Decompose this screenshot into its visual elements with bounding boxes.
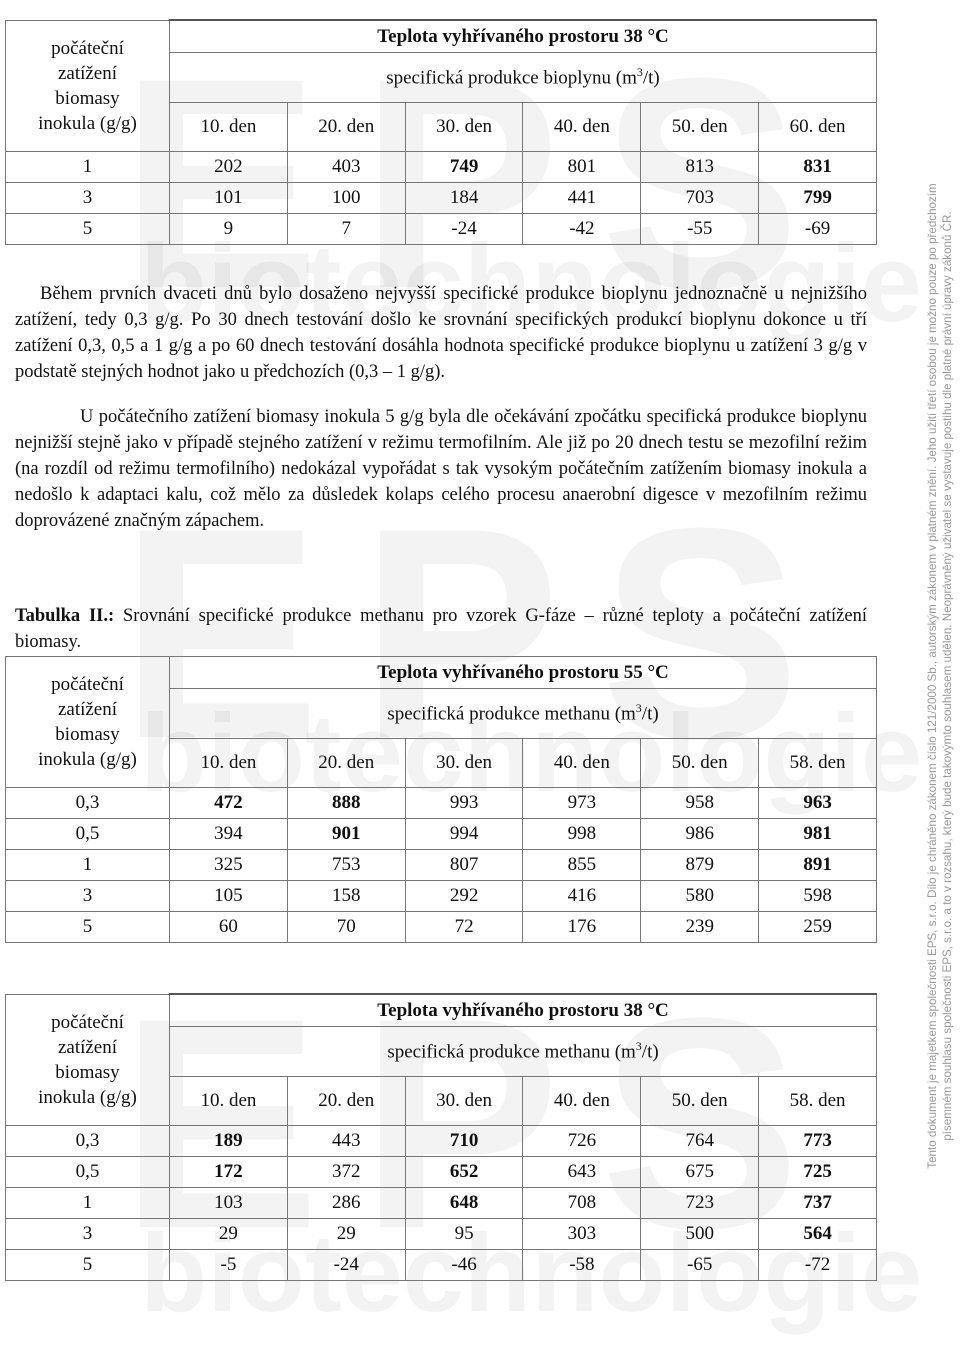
load-cell: 5 (6, 912, 170, 943)
value-cell: 441 (523, 183, 641, 214)
value-cell: 29 (170, 1219, 288, 1250)
load-header-line: zatížení (57, 699, 118, 720)
value-cell: 723 (641, 1188, 759, 1219)
value-cell: 726 (523, 1126, 641, 1157)
table-row (6, 1157, 877, 1188)
unit-tail: /t) (641, 1041, 659, 1063)
value-cell: 500 (641, 1219, 759, 1250)
value-cell: 184 (405, 183, 523, 214)
table-row (6, 152, 877, 183)
day-header: 10. den (170, 103, 288, 152)
value-cell: 993 (405, 788, 523, 819)
load-header-line: inokula (g/g) (38, 1086, 137, 1108)
load-header (6, 657, 170, 788)
body-text (15, 281, 867, 534)
value-cell: 189 (170, 1126, 288, 1157)
value-cell: 708 (523, 1188, 641, 1219)
subheader-text: specifická produkce bioplynu (m (386, 67, 637, 89)
load-cell: 1 (6, 1188, 170, 1219)
paragraph: U počátečního zatížení biomasy inokula 5 g/g byla dle očekávání zpočátku specifická produkce bioplynu nejnižší stejně jako v případě stejného zatížení v režimu termofilním. Ale již po 20 dnech testu se mezofilní režim (na rozdíl od režimu termofilního) nedokázal vypořádat s tak vysokým počátečním zatížením biomasy inokula a nedošlo k adaptaci kalu, což mělo za důsledek kolaps celého procesu anaerobní digesce v mezofilním režimu doprovázené značným zápachem. (15, 407, 867, 531)
value-cell: 831 (759, 152, 877, 183)
value-cell: 580 (641, 881, 759, 912)
value-cell: 879 (641, 850, 759, 881)
value-cell: 749 (405, 152, 523, 183)
load-cell: 3 (6, 183, 170, 214)
value-cell: -72 (759, 1250, 877, 1281)
value-cell: 801 (523, 152, 641, 183)
table-row (6, 214, 877, 245)
value-cell: 292 (405, 881, 523, 912)
value-cell: -42 (523, 214, 641, 245)
load-cell: 5 (6, 214, 170, 245)
value-cell: 325 (170, 850, 288, 881)
table-row (6, 1126, 877, 1157)
value-cell: 176 (523, 912, 641, 943)
value-cell: 472 (170, 788, 288, 819)
unit-tail: /t) (641, 703, 659, 725)
day-header: 40. den (523, 103, 641, 152)
table-title: Teplota vyhřívaného prostoru 38 °C (170, 994, 877, 1027)
value-cell: 372 (287, 1157, 405, 1188)
value-cell: 888 (287, 788, 405, 819)
load-header-line: počáteční (51, 674, 124, 695)
table-subheader (170, 1027, 877, 1077)
value-cell: 648 (405, 1188, 523, 1219)
value-cell: -46 (405, 1250, 523, 1281)
day-header: 30. den (405, 103, 523, 152)
value-cell: 103 (170, 1188, 288, 1219)
value-cell: 643 (523, 1157, 641, 1188)
value-cell: 95 (405, 1219, 523, 1250)
day-header: 58. den (759, 1077, 877, 1126)
load-cell: 0,5 (6, 819, 170, 850)
value-cell: 963 (759, 788, 877, 819)
load-header-line: inokula (g/g) (38, 112, 137, 134)
value-cell: 998 (523, 819, 641, 850)
value-cell: 891 (759, 850, 877, 881)
unit-tail: /t) (642, 67, 660, 89)
legal-notice-line: písemném souhlasu společnosti EPS, s.r.o. a to v rozsahu, který bude takovýmto souhlasem udělen. Neoprávněný uživatel se vystavuje postihu dle platné právní úpravy zákonů ČR. (941, 211, 954, 1141)
value-cell: 753 (287, 850, 405, 881)
day-header: 10. den (170, 1077, 288, 1126)
value-cell: 973 (523, 788, 641, 819)
day-header: 20. den (287, 739, 405, 788)
value-cell: 101 (170, 183, 288, 214)
value-cell: 100 (287, 183, 405, 214)
value-cell: 958 (641, 788, 759, 819)
value-cell: 981 (759, 819, 877, 850)
unit-exponent: 3 (635, 1039, 642, 1054)
table-row (6, 881, 877, 912)
value-cell: 855 (523, 850, 641, 881)
value-cell: -55 (641, 214, 759, 245)
load-header (6, 994, 170, 1126)
load-cell: 3 (6, 881, 170, 912)
load-cell: 0,3 (6, 1126, 170, 1157)
table-title: Teplota vyhřívaného prostoru 55 °C (170, 657, 877, 689)
day-header: 10. den (170, 739, 288, 788)
day-header: 40. den (523, 1077, 641, 1126)
value-cell: 172 (170, 1157, 288, 1188)
value-cell: 703 (641, 183, 759, 214)
value-cell: -24 (287, 1250, 405, 1281)
value-cell: 598 (759, 881, 877, 912)
table-title: Teplota vyhřívaného prostoru 38 °C (170, 20, 877, 53)
table-row (6, 183, 877, 214)
value-cell: 773 (759, 1126, 877, 1157)
day-header: 30. den (405, 739, 523, 788)
legal-notice-text (925, 6, 955, 1346)
table-row (6, 850, 877, 881)
value-cell: 725 (759, 1157, 877, 1188)
unit-exponent: 3 (636, 65, 643, 80)
day-header: 50. den (641, 103, 759, 152)
value-cell: 202 (170, 152, 288, 183)
load-cell: 1 (6, 152, 170, 183)
caption-label: Tabulka II. (15, 606, 109, 626)
value-cell: 675 (641, 1157, 759, 1188)
table-caption (15, 603, 867, 655)
value-cell: 29 (287, 1219, 405, 1250)
load-cell: 0,3 (6, 788, 170, 819)
value-cell: 710 (405, 1126, 523, 1157)
legal-notice-sidebar (920, 0, 960, 1353)
load-cell: 1 (6, 850, 170, 881)
table-row (6, 1250, 877, 1281)
value-cell: 994 (405, 819, 523, 850)
value-cell: 807 (405, 850, 523, 881)
load-cell: 3 (6, 1219, 170, 1250)
value-cell: 443 (287, 1126, 405, 1157)
table-row (6, 788, 877, 819)
day-header: 50. den (641, 1077, 759, 1126)
value-cell: 60 (170, 912, 288, 943)
table-body (6, 1126, 877, 1281)
load-cell: 0,5 (6, 1157, 170, 1188)
value-cell: 394 (170, 819, 288, 850)
value-cell: 70 (287, 912, 405, 943)
load-header (6, 20, 170, 152)
unit-exponent: 3 (635, 701, 642, 716)
value-cell: 901 (287, 819, 405, 850)
table-biogas-38c (5, 19, 877, 245)
value-cell: 986 (641, 819, 759, 850)
load-header-line: počáteční (51, 37, 124, 59)
table-row (6, 1188, 877, 1219)
value-cell: 813 (641, 152, 759, 183)
day-header: 30. den (405, 1077, 523, 1126)
load-header-line: počáteční (51, 1011, 124, 1033)
day-header: 40. den (523, 739, 641, 788)
value-cell: 799 (759, 183, 877, 214)
value-cell: 652 (405, 1157, 523, 1188)
value-cell: -65 (641, 1250, 759, 1281)
value-cell: -58 (523, 1250, 641, 1281)
value-cell: 105 (170, 881, 288, 912)
value-cell: 158 (287, 881, 405, 912)
load-header-line: zatížení (57, 62, 118, 84)
value-cell: 564 (759, 1219, 877, 1250)
table-subheader (170, 53, 877, 103)
table-methane-55c (5, 656, 877, 943)
table-row (6, 1219, 877, 1250)
table-subheader (170, 689, 877, 739)
value-cell: 9 (170, 214, 288, 245)
value-cell: 403 (287, 152, 405, 183)
value-cell: 764 (641, 1126, 759, 1157)
value-cell: 286 (287, 1188, 405, 1219)
caption-colon: : (108, 606, 115, 626)
value-cell: 303 (523, 1219, 641, 1250)
table-body (6, 788, 877, 943)
value-cell: 259 (759, 912, 877, 943)
load-cell: 5 (6, 1250, 170, 1281)
value-cell: -5 (170, 1250, 288, 1281)
day-header: 20. den (287, 103, 405, 152)
day-header: 50. den (641, 739, 759, 788)
caption-text: Srovnání specifické produkce methanu pro vzorek G-fáze – různé teploty a počáteční zatížení biomasy. (15, 606, 867, 652)
load-header-line: zatížení (57, 1036, 118, 1058)
value-cell: 737 (759, 1188, 877, 1219)
subheader-text: specifická produkce methanu (m (387, 703, 636, 725)
value-cell: 416 (523, 881, 641, 912)
value-cell: -24 (405, 214, 523, 245)
legal-notice-line: Tento dokument je majetkem společnosti EPS, s.r.o. Dílo je chráněno zákonem číslo 121/2000 Sb., autorským zákonem v platném znění. Jeho užití třetí osobou je možno pouze po předchozím (926, 183, 939, 1169)
day-header: 60. den (759, 103, 877, 152)
day-header: 20. den (287, 1077, 405, 1126)
value-cell: 72 (405, 912, 523, 943)
table-methane-38c (5, 993, 877, 1281)
subheader-text: specifická produkce methanu (m (387, 1041, 636, 1063)
table-row (6, 912, 877, 943)
load-header-line: biomasy (55, 724, 120, 745)
day-header: 58. den (759, 739, 877, 788)
table-row (6, 819, 877, 850)
load-header-line: biomasy (55, 87, 120, 109)
paragraph: Během prvních dvaceti dnů bylo dosaženo nejvyšší specifické produkce bioplynu jednoznačně u nejnižšího zatížení, tedy 0,3 g/g. Po 30 dnech testování došlo ke srovnání specifických produkcí bioplynu dokonce u tří zatížení 0,3, 0,5 a 1 g/g a po 60 dnech testování dosáhla hodnota specifické produkce bioplynu u zatížení 3 g/g v podstatě stejných hodnot jako u předchozích (0,3 – 1 g/g). (15, 284, 867, 382)
load-header-line: biomasy (55, 1061, 120, 1083)
value-cell: 239 (641, 912, 759, 943)
table-body (6, 152, 877, 245)
value-cell: -69 (759, 214, 877, 245)
load-header-line: inokula (g/g) (38, 749, 137, 770)
value-cell: 7 (287, 214, 405, 245)
